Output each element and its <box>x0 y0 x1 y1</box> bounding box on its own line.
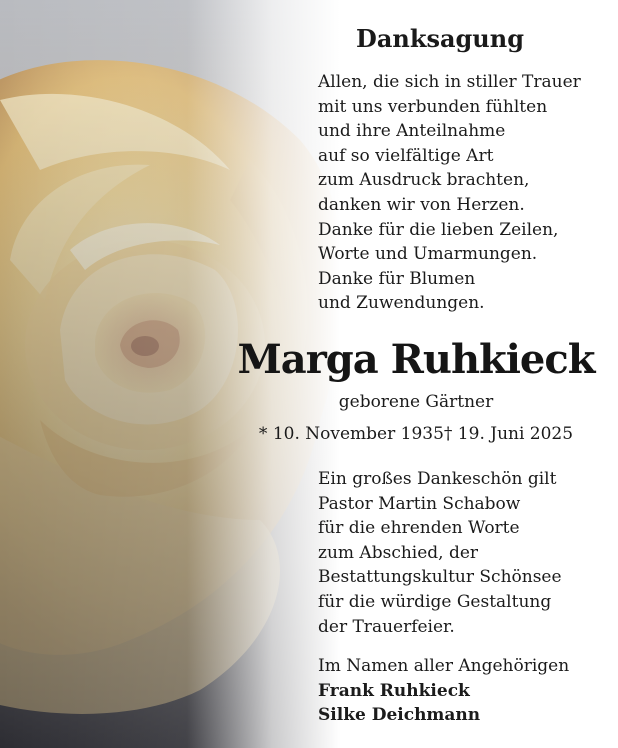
intro-line: mit uns verbunden fühlten <box>318 96 548 117</box>
intro-line: auf so vielfältige Art <box>318 145 494 166</box>
intro-text <box>318 70 581 316</box>
signer-name: Frank Ruhkieck <box>318 680 470 701</box>
thanks-text <box>318 467 562 639</box>
intro-line: Allen, die sich in stiller Trauer <box>318 72 581 92</box>
birth-name: geborene Gärtner <box>338 392 494 412</box>
thanks-line: Ein großes Dankeschön gilt <box>318 469 557 489</box>
thanks-line: für die würdige Gestaltung <box>318 591 552 612</box>
thanks-line: für die ehrenden Worte <box>318 518 520 539</box>
intro-line: Danke für die lieben Zeilen, <box>318 219 559 240</box>
notice-heading: Danksagung <box>356 24 524 53</box>
deceased-name: Marga Ruhkieck <box>237 336 595 383</box>
intro-line: Worte und Umarmungen. <box>318 244 538 265</box>
death-date: † 19. Juni 2025 <box>443 424 574 444</box>
life-dates <box>236 421 596 447</box>
thanks-line: der Trauerfeier. <box>318 616 455 637</box>
thanks-line: Pastor Martin Schabow <box>318 493 521 514</box>
thanks-line: Bestattungskultur Schönsee <box>318 567 562 588</box>
intro-line: danken wir von Herzen. <box>318 194 525 215</box>
intro-line: zum Ausdruck brachten, <box>318 170 530 191</box>
closing-intro: Im Namen aller Angehörigen <box>318 656 570 676</box>
birth-date: * 10. November 1935 <box>258 424 444 444</box>
thanks-line: zum Abschied, der <box>318 542 479 563</box>
intro-line: und Zuwendungen. <box>318 293 485 314</box>
signer-name: Silke Deichmann <box>318 705 481 726</box>
intro-line: und ihre Anteilnahme <box>318 121 506 142</box>
intro-line: Danke für Blumen <box>318 268 476 289</box>
closing-block <box>318 654 569 728</box>
